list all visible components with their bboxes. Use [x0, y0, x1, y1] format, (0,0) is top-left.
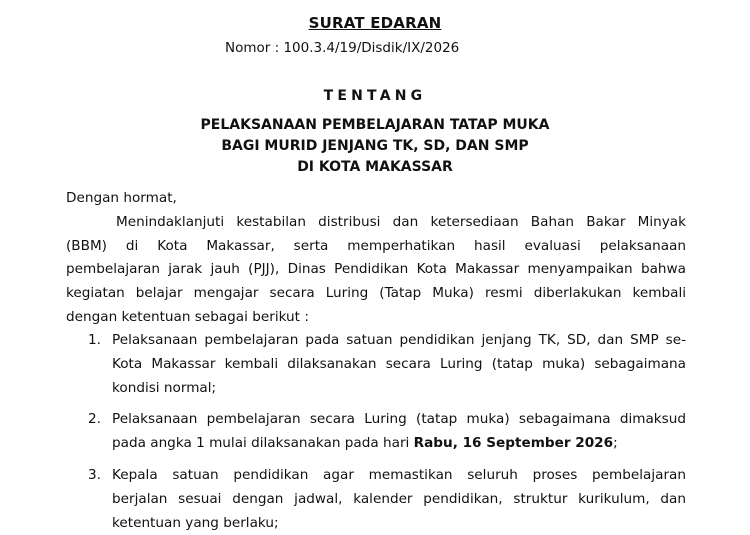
start-date: Rabu, 16 September 2026 — [413, 435, 614, 452]
letter-body — [66, 187, 686, 330]
item-line: Pelaksanaan pembelajaran pada satuan pendidikan jenjang TK, SD, dan SMP se- — [112, 332, 686, 348]
list-item — [66, 329, 686, 400]
subject-line-1: PELAKSANAAN PEMBELAJARAN TATAP MUKA — [200, 117, 550, 133]
item-line: ketentuan yang berlaku; — [112, 514, 279, 531]
letter-title: SURAT EDARAN — [308, 14, 442, 32]
item-line — [112, 432, 686, 456]
intro-line-2: (BBM) di Kota Makassar, serta memperhatikan hasil evaluasi pelaksanaan — [66, 237, 686, 254]
item-text: pada angka 1 mulai dilaksanakan pada hari — [112, 435, 414, 452]
item-number: 3. — [88, 466, 101, 483]
intro-line-4: kegiatan belajar mengajar secara Luring (Tatap Muka) resmi diberlakukan kembali — [66, 285, 686, 302]
subject-line-2: BAGI MURID JENJANG TK, SD, DAN SMP — [221, 138, 529, 154]
provisions-list — [66, 329, 686, 535]
item-number: 1. — [88, 332, 101, 348]
list-item — [66, 408, 686, 456]
tentang-heading: TENTANG — [323, 88, 427, 104]
item-line: Kota Makassar kembali dilaksanakan secara Luring (tatap muka) sebagaimana — [112, 355, 686, 372]
intro-line-3: pembelajaran jarak jauh (PJJ), Dinas Pendidikan Kota Makassar menyampaikan bahwa — [66, 261, 686, 278]
item-line: berjalan sesuai dengan jadwal, kalender pendidikan, struktur kurikulum, dan — [112, 490, 686, 507]
item-text: ; — [613, 435, 618, 452]
item-line: Kepala satuan pendidikan agar memastikan seluruh proses pembelajaran — [112, 466, 686, 483]
letter-number: Nomor : 100.3.4/19/Disdik/IX/2026 — [225, 40, 460, 56]
intro-line-5: dengan ketentuan sebagai berikut : — [66, 308, 309, 325]
list-item — [66, 464, 686, 535]
greeting: Dengan hormat, — [66, 190, 177, 206]
item-number: 2. — [88, 411, 101, 428]
item-line: Pelaksanaan pembelajaran secara Luring (tatap muka) sebagaimana dimaksud — [112, 411, 686, 428]
intro-line-1: Menindaklanjuti kestabilan distribusi dan ketersediaan Bahan Bakar Minyak — [116, 213, 686, 230]
item-line: kondisi normal; — [112, 379, 217, 396]
subject-line-3: DI KOTA MAKASSAR — [297, 159, 453, 175]
